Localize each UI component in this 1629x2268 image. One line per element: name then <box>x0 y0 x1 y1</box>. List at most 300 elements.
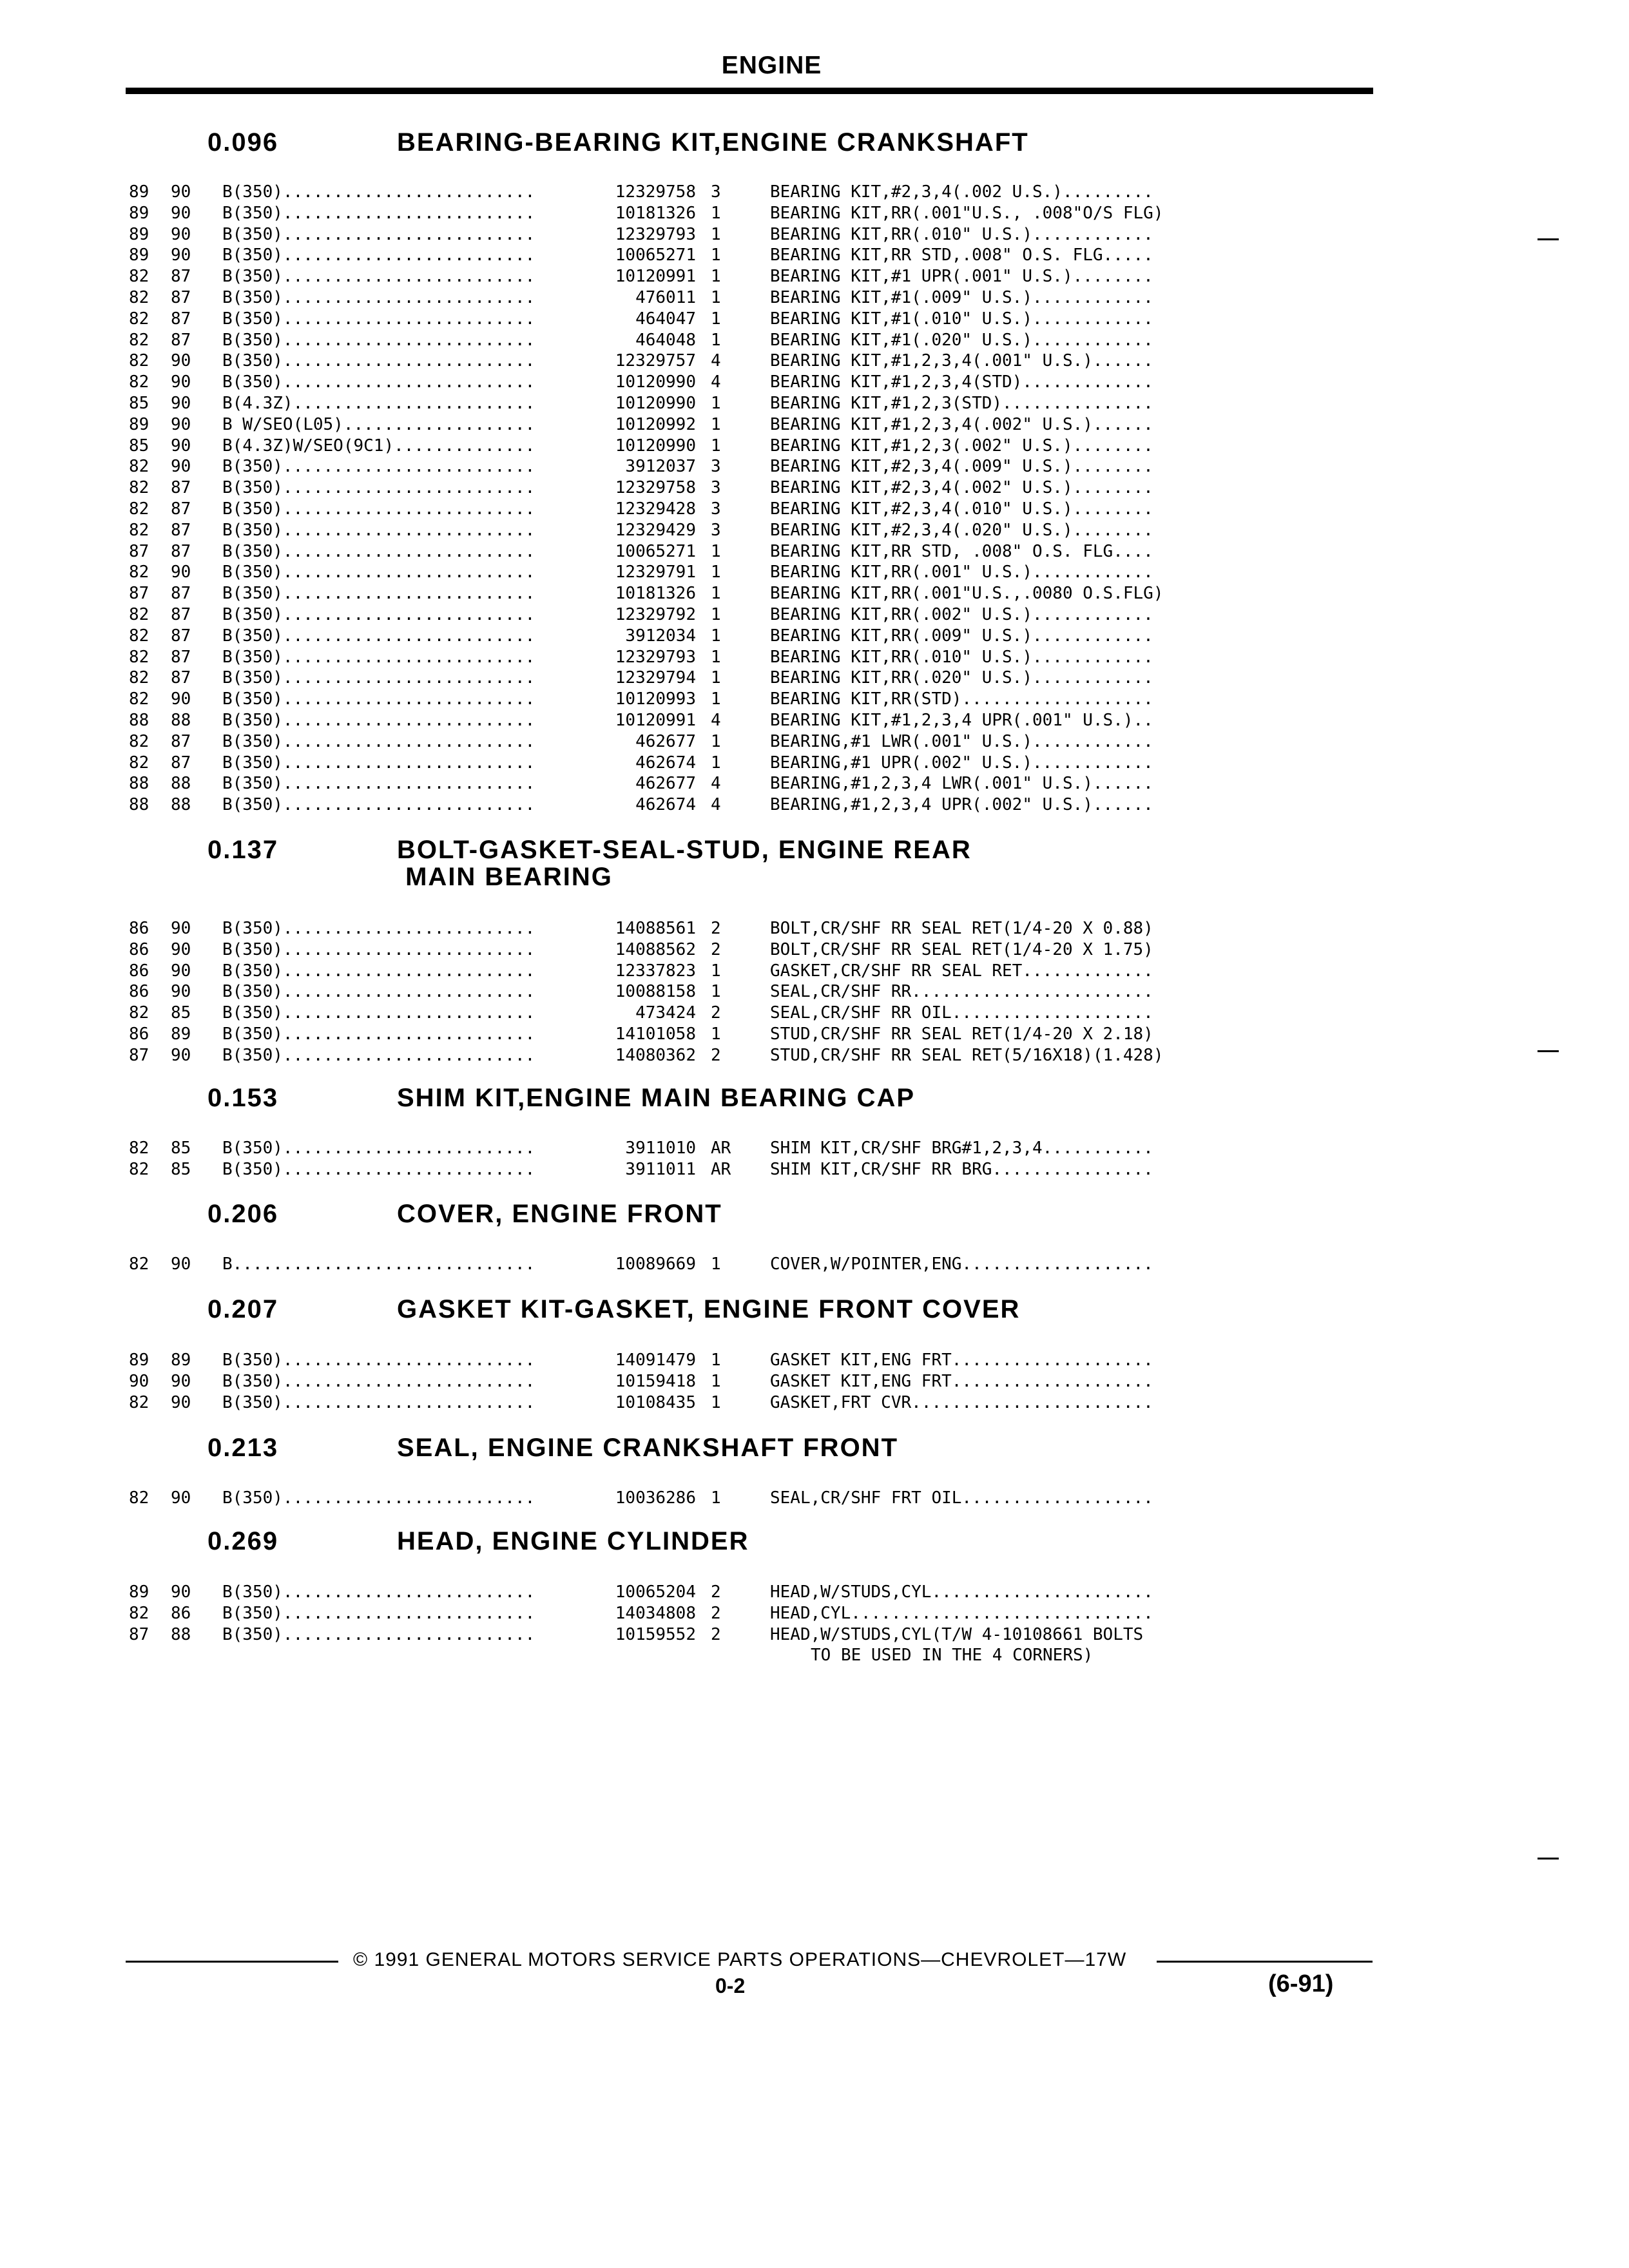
year-to: 85 <box>171 1159 191 1179</box>
description: BEARING KIT,RR(.020" U.S.)............ <box>770 668 1153 688</box>
part-number: 12329429 <box>615 520 696 540</box>
part-number: 476011 <box>635 288 696 307</box>
year-from: 90 <box>129 1371 149 1391</box>
section-title: BOLT-GASKET-SEAL-STUD, ENGINE REAR MAIN BEARING <box>397 836 972 891</box>
description: BEARING KIT,RR(STD)................... <box>770 689 1153 709</box>
description: BEARING KIT,RR STD, .008" O.S. FLG.... <box>770 541 1153 561</box>
section-title: COVER, ENGINE FRONT <box>397 1200 722 1228</box>
model-code: B(350)......................... <box>222 795 535 815</box>
description: BEARING KIT,#1(.020" U.S.)............ <box>770 330 1153 350</box>
year-to: 87 <box>171 478 191 498</box>
part-number: 10108435 <box>615 1392 696 1412</box>
part-number: 462677 <box>635 731 696 751</box>
year-to: 90 <box>171 1488 191 1508</box>
page-title: ENGINE <box>721 52 822 79</box>
quantity: 1 <box>711 1254 721 1274</box>
model-code: B(350)......................... <box>222 1003 535 1023</box>
quantity: 2 <box>711 1624 721 1644</box>
part-number: 14080362 <box>615 1045 696 1065</box>
section-number: 0.137 <box>207 836 279 864</box>
quantity: 1 <box>711 309 721 329</box>
part-number: 3912034 <box>625 626 696 646</box>
description: BEARING KIT,RR(.010" U.S.)............ <box>770 647 1153 667</box>
year-from: 86 <box>129 919 149 938</box>
margin-mark <box>1537 1050 1559 1052</box>
description: BEARING KIT,#1,2,3,4(.002" U.S.)...... <box>770 414 1153 434</box>
year-to: 87 <box>171 731 191 751</box>
section-number: 0.153 <box>207 1084 279 1112</box>
model-code: B(4.3Z)........................ <box>222 394 535 413</box>
year-from: 82 <box>129 647 149 667</box>
model-code: B(350)......................... <box>222 1371 535 1391</box>
model-code: B.............................. <box>222 1254 535 1274</box>
model-code: B(350)......................... <box>222 1024 535 1044</box>
year-to: 90 <box>171 919 191 938</box>
part-number: 10065271 <box>615 245 696 265</box>
quantity: 1 <box>711 541 721 561</box>
part-number: 12329794 <box>615 668 696 688</box>
quantity: 2 <box>711 1003 721 1023</box>
model-code: B(350)......................... <box>222 245 535 265</box>
part-number: 14034808 <box>615 1603 696 1623</box>
quantity: 4 <box>711 372 721 392</box>
quantity: 1 <box>711 562 721 582</box>
year-to: 85 <box>171 1139 191 1158</box>
year-from: 82 <box>129 1003 149 1023</box>
quantity: 4 <box>711 711 721 730</box>
description: SEAL,CR/SHF FRT OIL................... <box>770 1488 1153 1508</box>
quantity: 1 <box>711 267 721 287</box>
model-code: B(350)......................... <box>222 774 535 794</box>
model-code: B(350)......................... <box>222 939 535 959</box>
year-to: 90 <box>171 1045 191 1065</box>
year-to: 90 <box>171 562 191 582</box>
description: STUD,CR/SHF RR SEAL RET(1/4-20 X 2.18) <box>770 1024 1153 1044</box>
model-code: B(350)......................... <box>222 1582 535 1602</box>
model-code: B(350)......................... <box>222 182 535 202</box>
quantity: 1 <box>711 1392 721 1412</box>
description: BEARING,#1,2,3,4 UPR(.002" U.S.)...... <box>770 795 1153 815</box>
description: BEARING KIT,#1,2,3,4 UPR(.001" U.S.).. <box>770 711 1153 730</box>
year-from: 86 <box>129 982 149 1002</box>
year-from: 82 <box>129 562 149 582</box>
part-number: 10120990 <box>615 436 696 456</box>
year-from: 82 <box>129 1159 149 1179</box>
year-to: 88 <box>171 711 191 730</box>
year-from: 82 <box>129 478 149 498</box>
model-code: B(350)......................... <box>222 1624 535 1644</box>
year-from: 88 <box>129 774 149 794</box>
description: BEARING KIT,#2,3,4(.002 U.S.)......... <box>770 182 1153 202</box>
part-number: 10065271 <box>615 541 696 561</box>
description: BEARING KIT,#1,2,3,4(STD)............. <box>770 372 1153 392</box>
year-to: 85 <box>171 1003 191 1023</box>
year-from: 82 <box>129 309 149 329</box>
model-code: B(350)......................... <box>222 478 535 498</box>
part-number: 14091479 <box>615 1350 696 1370</box>
quantity: 1 <box>711 626 721 646</box>
part-number: 10036286 <box>615 1488 696 1508</box>
model-code: B(350)......................... <box>222 668 535 688</box>
year-from: 82 <box>129 372 149 392</box>
model-code: B(350)......................... <box>222 1392 535 1412</box>
year-to: 87 <box>171 541 191 561</box>
part-number: 10088158 <box>615 982 696 1002</box>
model-code: B(350)......................... <box>222 731 535 751</box>
year-from: 82 <box>129 1392 149 1412</box>
part-number: 464048 <box>635 330 696 350</box>
model-code: B(350)......................... <box>222 351 535 371</box>
part-number: 12329791 <box>615 562 696 582</box>
quantity: 1 <box>711 584 721 604</box>
part-number: 3911011 <box>625 1159 696 1179</box>
description: BEARING KIT,#1(.009" U.S.)............ <box>770 288 1153 307</box>
quantity: 4 <box>711 774 721 794</box>
year-from: 88 <box>129 795 149 815</box>
part-number: 3912037 <box>625 457 696 477</box>
year-from: 82 <box>129 1254 149 1274</box>
quantity: AR <box>711 1139 731 1158</box>
year-to: 90 <box>171 961 191 981</box>
description: BEARING KIT,#1,2,3(STD)............... <box>770 394 1153 413</box>
description: BEARING KIT,RR(.001" U.S.)............ <box>770 562 1153 582</box>
year-to: 87 <box>171 288 191 307</box>
model-code: B(350)......................... <box>222 372 535 392</box>
part-number: 462677 <box>635 774 696 794</box>
year-to: 90 <box>171 689 191 709</box>
year-to: 90 <box>171 939 191 959</box>
section-title: SHIM KIT,ENGINE MAIN BEARING CAP <box>397 1084 916 1112</box>
model-code: B(350)......................... <box>222 626 535 646</box>
year-from: 82 <box>129 330 149 350</box>
description: BEARING KIT,#1,2,3(.002" U.S.)........ <box>770 436 1153 456</box>
year-from: 82 <box>129 626 149 646</box>
part-number: 10181326 <box>615 203 696 223</box>
model-code: B(350)......................... <box>222 584 535 604</box>
part-number: 10120990 <box>615 394 696 413</box>
model-code: B(350)......................... <box>222 1045 535 1065</box>
year-to: 87 <box>171 520 191 540</box>
year-to: 90 <box>171 351 191 371</box>
quantity: 1 <box>711 224 721 244</box>
year-to: 90 <box>171 182 191 202</box>
description: HEAD,CYL.............................. <box>770 1603 1153 1623</box>
year-from: 82 <box>129 668 149 688</box>
section-title: GASKET KIT-GASKET, ENGINE FRONT COVER <box>397 1295 1021 1323</box>
year-to: 90 <box>171 245 191 265</box>
model-code: B(350)......................... <box>222 457 535 477</box>
description: SEAL,CR/SHF RR........................ <box>770 982 1153 1002</box>
model-code: B(350)......................... <box>222 961 535 981</box>
footer-copyright: © 1991 GENERAL MOTORS SERVICE PARTS OPERATIONS—CHEVROLET—17W <box>353 1949 1127 1970</box>
year-to: 90 <box>171 1254 191 1274</box>
quantity: 3 <box>711 520 721 540</box>
year-to: 90 <box>171 982 191 1002</box>
year-to: 87 <box>171 499 191 519</box>
year-from: 82 <box>129 520 149 540</box>
description: SHIM KIT,CR/SHF RR BRG................ <box>770 1159 1153 1179</box>
quantity: 1 <box>711 1488 721 1508</box>
model-code: B(350)......................... <box>222 203 535 223</box>
model-code: B(350)......................... <box>222 605 535 624</box>
model-code: B(350)......................... <box>222 753 535 773</box>
description: BEARING KIT,#2,3,4(.010" U.S.)........ <box>770 499 1153 519</box>
year-from: 89 <box>129 1582 149 1602</box>
part-number: 10120993 <box>615 689 696 709</box>
year-to: 87 <box>171 309 191 329</box>
quantity: 1 <box>711 647 721 667</box>
description-continuation: TO BE USED IN THE 4 CORNERS) <box>811 1646 1094 1666</box>
quantity: 1 <box>711 1350 721 1370</box>
section-number: 0.207 <box>207 1295 279 1323</box>
description: SHIM KIT,CR/SHF BRG#1,2,3,4........... <box>770 1139 1153 1158</box>
year-to: 87 <box>171 668 191 688</box>
description: GASKET KIT,ENG FRT.................... <box>770 1371 1153 1391</box>
description: HEAD,W/STUDS,CYL...................... <box>770 1582 1153 1602</box>
description: GASKET,FRT CVR........................ <box>770 1392 1153 1412</box>
quantity: 3 <box>711 478 721 498</box>
quantity: 3 <box>711 182 721 202</box>
part-number: 12329758 <box>615 478 696 498</box>
description: BEARING KIT,#2,3,4(.020" U.S.)........ <box>770 520 1153 540</box>
part-number: 12329793 <box>615 647 696 667</box>
description: BEARING KIT,RR(.001"U.S., .008"O/S FLG) <box>770 203 1164 223</box>
description: BEARING,#1,2,3,4 LWR(.001" U.S.)...... <box>770 774 1153 794</box>
description: BEARING KIT,RR(.001"U.S.,.0080 O.S.FLG) <box>770 584 1164 604</box>
model-code: B(350)......................... <box>222 647 535 667</box>
year-to: 88 <box>171 1624 191 1644</box>
section-title: SEAL, ENGINE CRANKSHAFT FRONT <box>397 1434 898 1462</box>
description: BEARING KIT,#2,3,4(.009" U.S.)........ <box>770 457 1153 477</box>
quantity: 1 <box>711 668 721 688</box>
part-number: 14101058 <box>615 1024 696 1044</box>
year-from: 82 <box>129 351 149 371</box>
year-from: 89 <box>129 245 149 265</box>
description: BOLT,CR/SHF RR SEAL RET(1/4-20 X 0.88) <box>770 919 1153 938</box>
model-code: B(350)......................... <box>222 520 535 540</box>
quantity: 1 <box>711 203 721 223</box>
year-from: 82 <box>129 1139 149 1158</box>
section-number: 0.096 <box>207 128 279 157</box>
model-code: B(350)......................... <box>222 1139 535 1158</box>
year-from: 82 <box>129 267 149 287</box>
year-from: 82 <box>129 457 149 477</box>
year-to: 87 <box>171 267 191 287</box>
quantity: 1 <box>711 1024 721 1044</box>
model-code: B(350)......................... <box>222 541 535 561</box>
part-number: 12329793 <box>615 224 696 244</box>
description: BEARING,#1 UPR(.002" U.S.)............ <box>770 753 1153 773</box>
part-number: 12329428 <box>615 499 696 519</box>
year-from: 82 <box>129 1603 149 1623</box>
year-from: 86 <box>129 939 149 959</box>
description: BEARING KIT,#1,2,3,4(.001" U.S.)...... <box>770 351 1153 371</box>
description: BEARING KIT,RR(.010" U.S.)............ <box>770 224 1153 244</box>
quantity: 3 <box>711 499 721 519</box>
quantity: 1 <box>711 731 721 751</box>
section-title: BEARING-BEARING KIT,ENGINE CRANKSHAFT <box>397 128 1029 157</box>
year-to: 90 <box>171 1392 191 1412</box>
quantity: AR <box>711 1159 731 1179</box>
year-from: 89 <box>129 1350 149 1370</box>
revision-date: (6-91) <box>1268 1970 1334 1997</box>
model-code: B(350)......................... <box>222 1159 535 1179</box>
part-number: 12329757 <box>615 351 696 371</box>
year-from: 87 <box>129 1045 149 1065</box>
year-to: 90 <box>171 1582 191 1602</box>
part-number: 462674 <box>635 753 696 773</box>
quantity: 1 <box>711 689 721 709</box>
margin-mark <box>1537 1858 1559 1860</box>
year-from: 82 <box>129 753 149 773</box>
part-number: 12337823 <box>615 961 696 981</box>
year-to: 87 <box>171 647 191 667</box>
year-from: 87 <box>129 541 149 561</box>
part-number: 10159552 <box>615 1624 696 1644</box>
quantity: 2 <box>711 939 721 959</box>
model-code: B(350)......................... <box>222 1488 535 1508</box>
year-from: 89 <box>129 203 149 223</box>
model-code: B(350)......................... <box>222 982 535 1002</box>
description: BEARING KIT,RR STD,.008" O.S. FLG..... <box>770 245 1153 265</box>
quantity: 1 <box>711 414 721 434</box>
quantity: 1 <box>711 982 721 1002</box>
description: STUD,CR/SHF RR SEAL RET(5/16X18)(1.428) <box>770 1045 1164 1065</box>
description: BEARING,#1 LWR(.001" U.S.)............ <box>770 731 1153 751</box>
model-code: B(350)......................... <box>222 288 535 307</box>
year-to: 88 <box>171 774 191 794</box>
year-from: 87 <box>129 584 149 604</box>
year-from: 82 <box>129 499 149 519</box>
model-code: B(4.3Z)W/SEO(9C1).............. <box>222 436 535 456</box>
model-code: B(350)......................... <box>222 689 535 709</box>
description: COVER,W/POINTER,ENG................... <box>770 1254 1153 1274</box>
section-number: 0.213 <box>207 1434 279 1462</box>
year-to: 89 <box>171 1024 191 1044</box>
part-number: 10159418 <box>615 1371 696 1391</box>
year-to: 87 <box>171 626 191 646</box>
part-number: 10120991 <box>615 711 696 730</box>
year-to: 87 <box>171 330 191 350</box>
description: SEAL,CR/SHF RR OIL.................... <box>770 1003 1153 1023</box>
part-number: 464047 <box>635 309 696 329</box>
year-from: 89 <box>129 224 149 244</box>
year-from: 85 <box>129 436 149 456</box>
model-code: B(350)......................... <box>222 224 535 244</box>
year-to: 90 <box>171 414 191 434</box>
quantity: 1 <box>711 245 721 265</box>
quantity: 4 <box>711 351 721 371</box>
quantity: 1 <box>711 1371 721 1391</box>
quantity: 3 <box>711 457 721 477</box>
model-code: B(350)......................... <box>222 330 535 350</box>
model-code: B(350)......................... <box>222 499 535 519</box>
description: HEAD,W/STUDS,CYL(T/W 4-10108661 BOLTS <box>770 1624 1144 1644</box>
description: GASKET KIT,ENG FRT.................... <box>770 1350 1153 1370</box>
quantity: 1 <box>711 961 721 981</box>
part-number: 473424 <box>635 1003 696 1023</box>
quantity: 1 <box>711 394 721 413</box>
year-to: 90 <box>171 224 191 244</box>
footer-rule-left <box>126 1961 338 1963</box>
year-to: 90 <box>171 394 191 413</box>
quantity: 1 <box>711 436 721 456</box>
description: GASKET,CR/SHF RR SEAL RET............. <box>770 961 1153 981</box>
part-number: 462674 <box>635 795 696 815</box>
model-code: B W/SEO(L05)................... <box>222 414 535 434</box>
part-number: 10181326 <box>615 584 696 604</box>
part-number: 14088562 <box>615 939 696 959</box>
year-from: 85 <box>129 394 149 413</box>
quantity: 2 <box>711 1582 721 1602</box>
part-number: 3911010 <box>625 1139 696 1158</box>
year-to: 90 <box>171 436 191 456</box>
year-from: 89 <box>129 182 149 202</box>
section-title: HEAD, ENGINE CYLINDER <box>397 1527 749 1555</box>
part-number: 12329758 <box>615 182 696 202</box>
part-number: 10120991 <box>615 267 696 287</box>
year-to: 87 <box>171 753 191 773</box>
quantity: 2 <box>711 1603 721 1623</box>
model-code: B(350)......................... <box>222 562 535 582</box>
year-from: 86 <box>129 1024 149 1044</box>
section-number: 0.269 <box>207 1527 279 1555</box>
part-number: 10120992 <box>615 414 696 434</box>
description: BEARING KIT,#1(.010" U.S.)............ <box>770 309 1153 329</box>
description: BEARING KIT,RR(.009" U.S.)............ <box>770 626 1153 646</box>
part-number: 10120990 <box>615 372 696 392</box>
footer-rule-right <box>1157 1961 1373 1963</box>
year-to: 86 <box>171 1603 191 1623</box>
description: BEARING KIT,#2,3,4(.002" U.S.)........ <box>770 478 1153 498</box>
year-to: 87 <box>171 605 191 624</box>
quantity: 2 <box>711 919 721 938</box>
part-number: 10089669 <box>615 1254 696 1274</box>
model-code: B(350)......................... <box>222 1350 535 1370</box>
year-from: 89 <box>129 414 149 434</box>
year-to: 90 <box>171 372 191 392</box>
page-number: 0-2 <box>715 1974 746 1997</box>
part-number: 10065204 <box>615 1582 696 1602</box>
year-to: 90 <box>171 1371 191 1391</box>
year-from: 88 <box>129 711 149 730</box>
model-code: B(350)......................... <box>222 1603 535 1623</box>
year-to: 90 <box>171 203 191 223</box>
model-code: B(350)......................... <box>222 309 535 329</box>
year-from: 82 <box>129 731 149 751</box>
description: BOLT,CR/SHF RR SEAL RET(1/4-20 X 1.75) <box>770 939 1153 959</box>
year-from: 82 <box>129 1488 149 1508</box>
quantity: 1 <box>711 330 721 350</box>
section-number: 0.206 <box>207 1200 279 1228</box>
quantity: 4 <box>711 795 721 815</box>
model-code: B(350)......................... <box>222 919 535 938</box>
description: BEARING KIT,#1 UPR(.001" U.S.)........ <box>770 267 1153 287</box>
year-from: 82 <box>129 605 149 624</box>
model-code: B(350)......................... <box>222 711 535 730</box>
year-to: 90 <box>171 457 191 477</box>
model-code: B(350)......................... <box>222 267 535 287</box>
description: BEARING KIT,RR(.002" U.S.)............ <box>770 605 1153 624</box>
header-rule <box>126 88 1373 94</box>
quantity: 1 <box>711 753 721 773</box>
year-from: 82 <box>129 288 149 307</box>
year-to: 88 <box>171 795 191 815</box>
part-number: 12329792 <box>615 605 696 624</box>
year-from: 82 <box>129 689 149 709</box>
year-from: 86 <box>129 961 149 981</box>
year-to: 87 <box>171 584 191 604</box>
